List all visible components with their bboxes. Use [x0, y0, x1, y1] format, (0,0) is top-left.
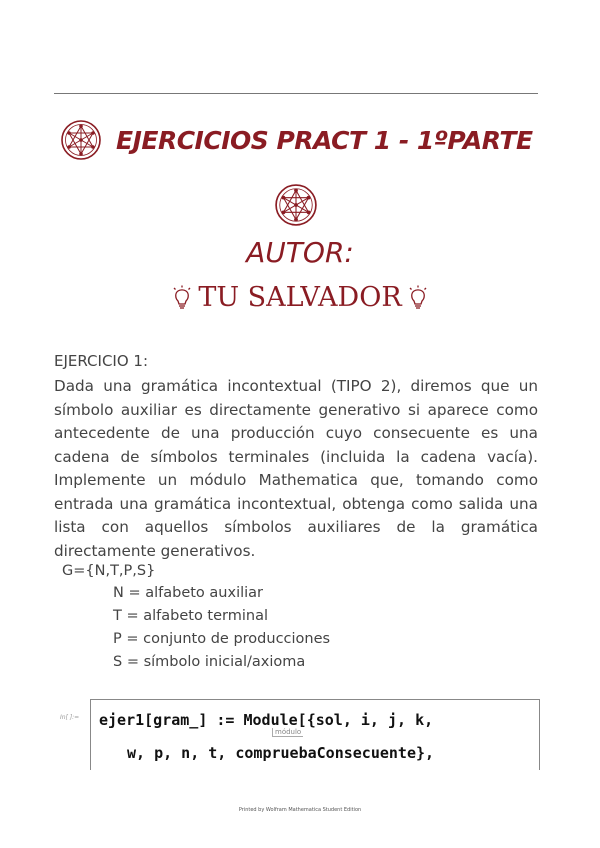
- function-tooltip: módulo: [272, 728, 303, 737]
- code-line[interactable]: w, p, n, t, compruebaConsecuente},: [127, 744, 435, 762]
- exercise-heading: EJERCICIO 1:: [54, 352, 149, 370]
- author-name: TU SALVADOR: [198, 282, 402, 313]
- star-network-logo-icon: [274, 183, 318, 227]
- cell-input-label: In[ ]:=: [60, 714, 80, 721]
- lightbulb-icon: [172, 285, 192, 311]
- top-divider: [54, 93, 538, 94]
- exercise-description: Dada una gramática incontextual (TIPO 2), diremos que un símbolo auxiliar es directamente generativo si aparece como antecedente de una producción cuyo consecuente es una cadena de símbolos terminales (incluida la cadena vacía). Implemente un módulo Mathematica que, tomando como entrada una gramática incontextual, obtenga como salida una lista con aquellos símbolos auxiliares de la gramática directamente generativos.: [54, 377, 538, 560]
- code-cell[interactable]: [90, 699, 540, 770]
- title-row: [60, 118, 540, 162]
- grammar-definition: G={N,T,P,S}: [62, 563, 156, 579]
- author-name-row: [0, 282, 600, 313]
- grammar-item: S = símbolo inicial/axioma: [113, 654, 306, 670]
- print-footer: Printed by Wolfram Mathematica Student Edition: [238, 807, 362, 813]
- grammar-item: T = alfabeto terminal: [113, 608, 268, 624]
- author-label: AUTOR:: [246, 236, 354, 269]
- code-line[interactable]: ejer1[gram_] := Module[{sol, i, j, k,: [99, 711, 434, 729]
- lightbulb-icon: [408, 285, 428, 311]
- grammar-item: P = conjunto de producciones: [113, 631, 331, 647]
- star-network-logo-icon: [60, 119, 102, 161]
- page-title: EJERCICIOS PRACT 1 - 1ºPARTE: [116, 125, 533, 155]
- grammar-item: N = alfabeto auxiliar: [113, 585, 263, 601]
